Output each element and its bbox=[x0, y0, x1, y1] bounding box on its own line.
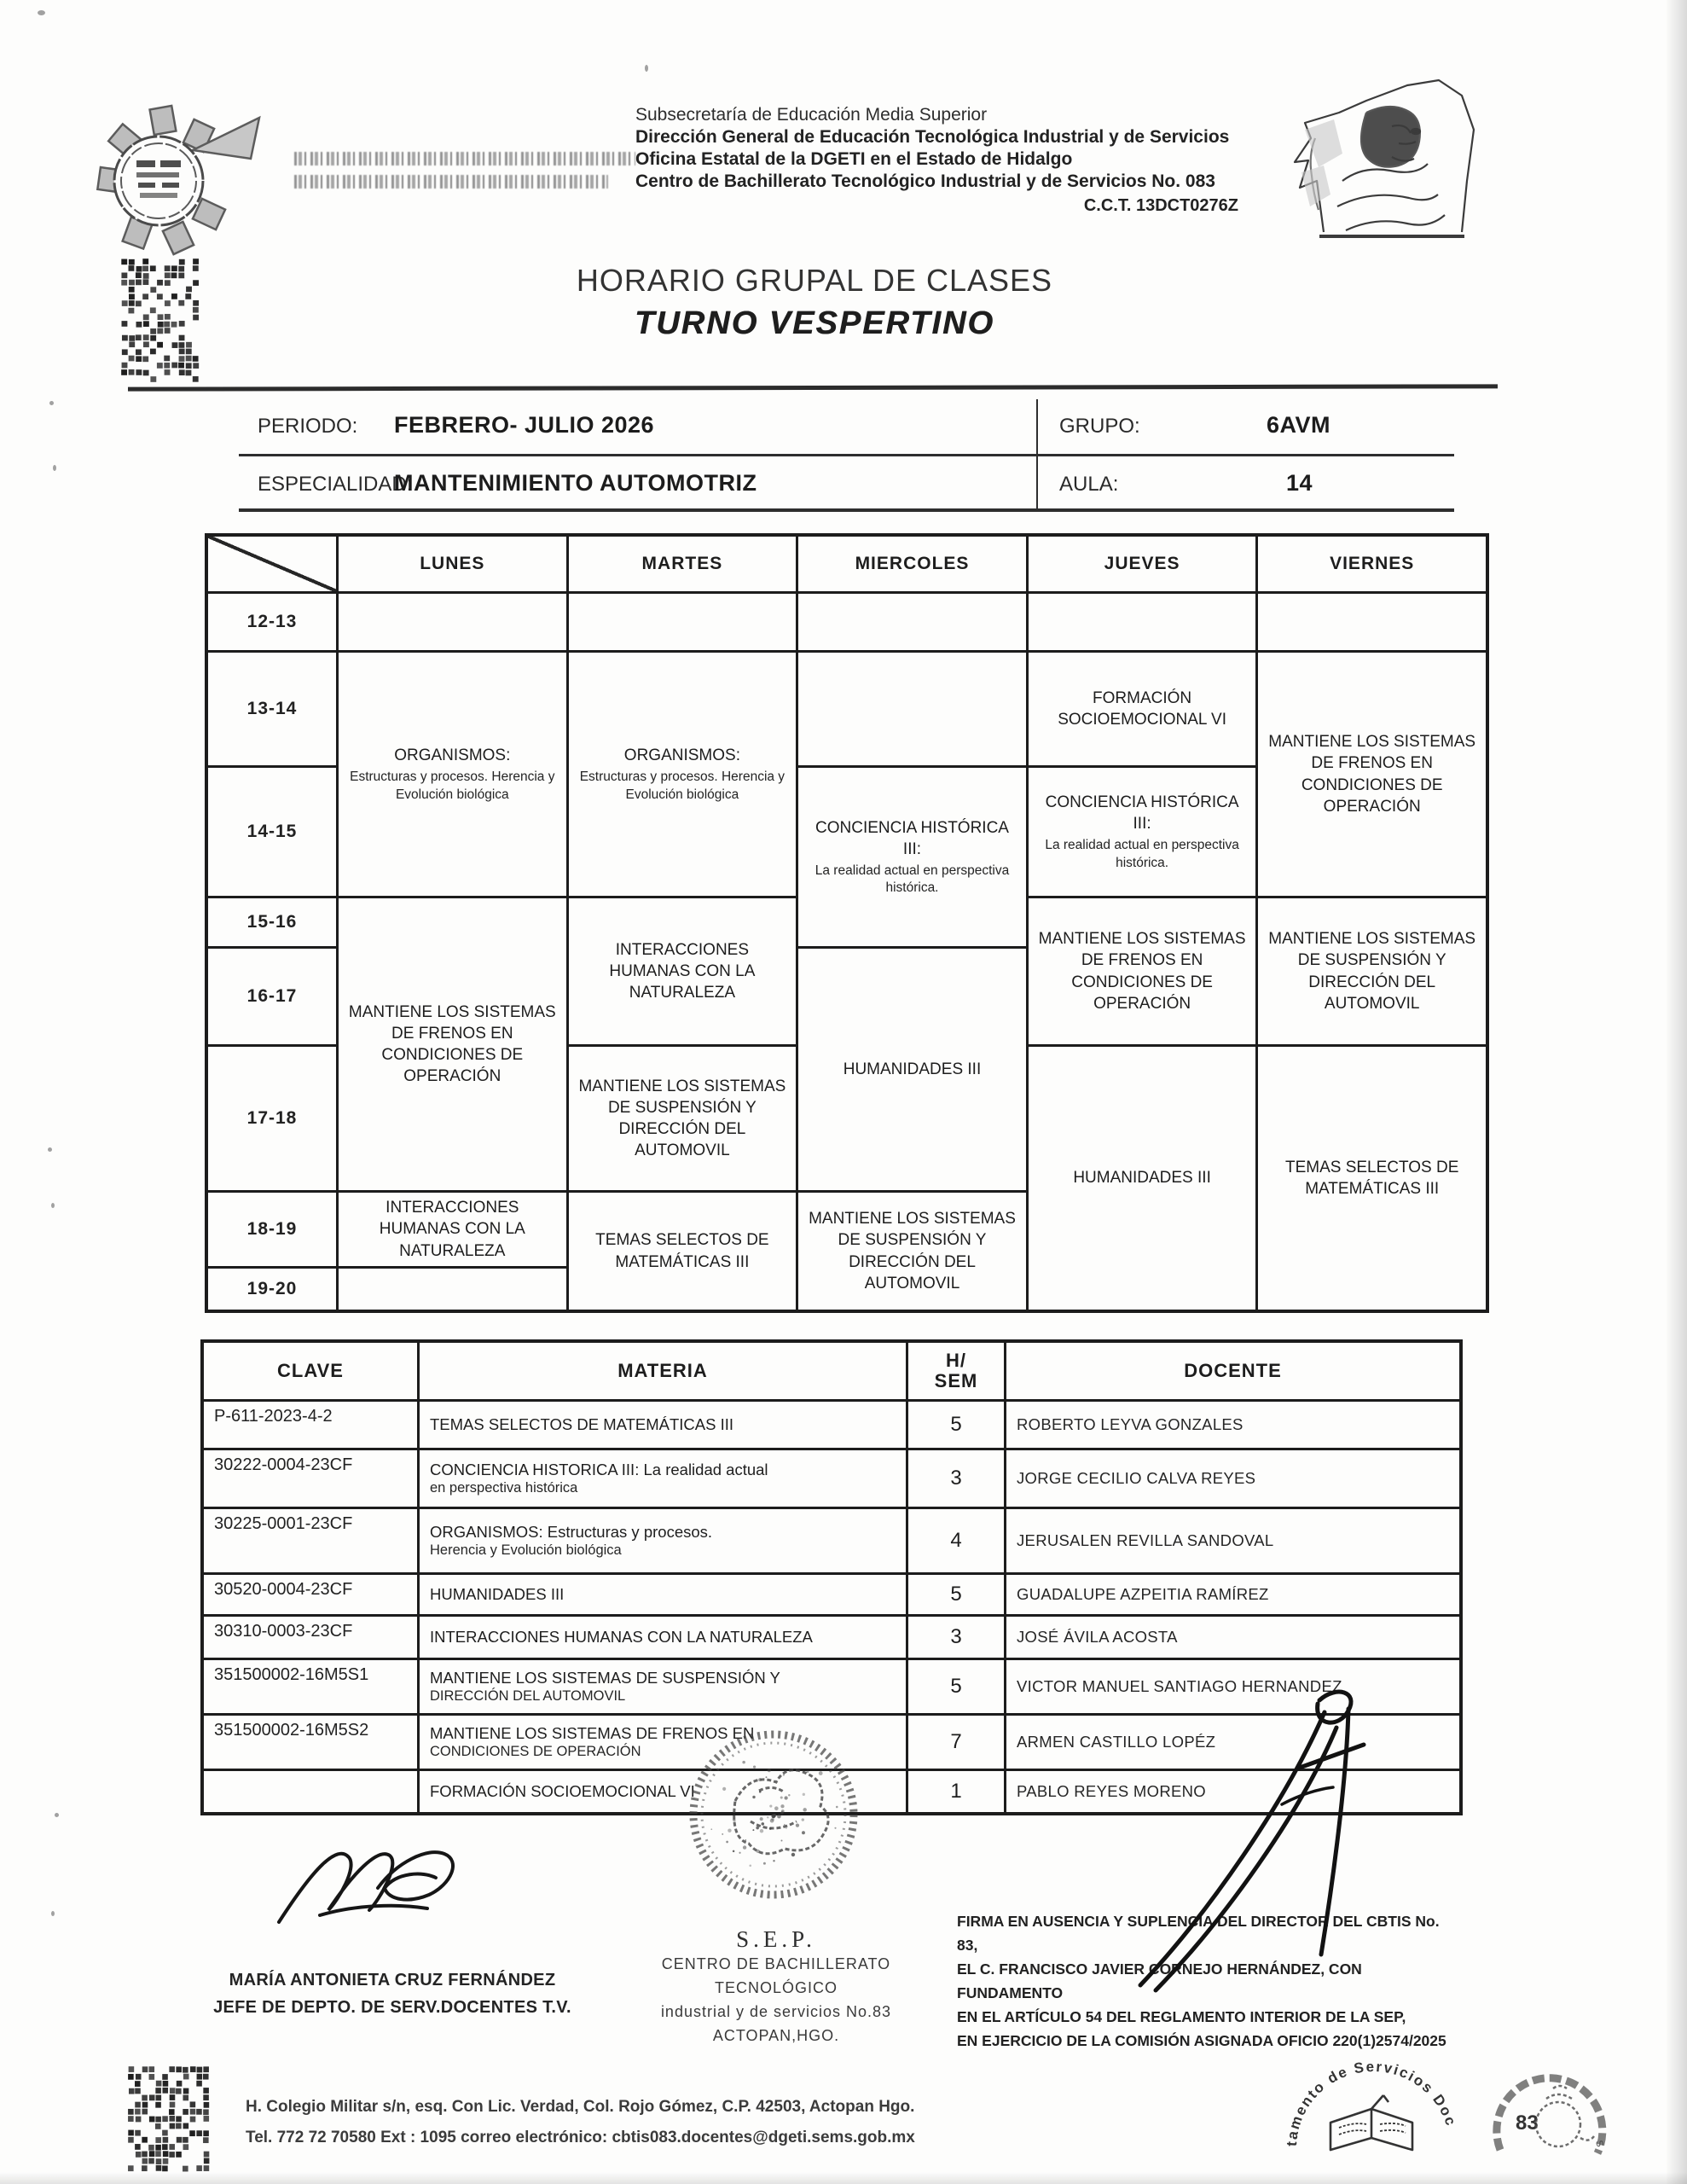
schedule-day-header: MIERCOLES bbox=[798, 537, 1026, 591]
page-subtitle: TURNO VESPERTINO bbox=[635, 305, 994, 341]
subjects-header-clave: CLAVE bbox=[204, 1343, 417, 1399]
subject-hours: 3 bbox=[908, 1617, 1004, 1658]
subject-clave: P-611-2023-4-2 bbox=[204, 1402, 417, 1448]
institution-header bbox=[635, 104, 1254, 217]
subject-docente: VICTOR MANUEL SANTIAGO HERNANDEZ bbox=[1006, 1660, 1459, 1713]
subject-materia: INTERACCIONES HUMANAS CON LA NATURALEZA bbox=[420, 1617, 906, 1658]
firma-line: EN EL ARTÍCULO 54 DEL REGLAMENTO INTERIOR DE LA SEP, bbox=[957, 2008, 1406, 2025]
subject-docente: ARMEN CASTILLO LOPÉZ bbox=[1006, 1716, 1459, 1769]
footer-contact bbox=[246, 2092, 1141, 2153]
footer-address: H. Colegio Militar s/n, esq. Con Lic. Verdad, Col. Rojo Gómez, C.P. 42503, Actopan Hgo. bbox=[246, 2098, 915, 2116]
dgeti-logo-icon bbox=[84, 102, 284, 256]
periodo-value: FEBRERO- JULIO 2026 bbox=[394, 412, 655, 438]
schedule-cell-subject-detail: La realidad actual en perspectiva histórica. bbox=[1045, 838, 1239, 870]
subject-clave: 30520-0004-23CF bbox=[204, 1575, 417, 1614]
schedule-cell-subject: TEMAS SELECTOS DE MATEMÁTICAS III bbox=[1284, 1158, 1459, 1198]
schedule-cell-subject: TEMAS SELECTOS DE MATEMÁTICAS III bbox=[595, 1231, 769, 1271]
direccion-line: Dirección General de Educación Tecnológica Industrial y de Servicios bbox=[635, 127, 1230, 147]
schedule-corner-cell bbox=[208, 537, 336, 591]
signature-left bbox=[269, 1821, 482, 1941]
schedule-grid bbox=[205, 533, 1489, 1313]
subjects-header-hsem: H/ SEM bbox=[908, 1343, 1004, 1399]
subject-clave: 30310-0003-23CF bbox=[204, 1617, 417, 1658]
oficina-line: Oficina Estatal de la DGETI en el Estado de Hidalgo bbox=[635, 149, 1073, 169]
schedule-cell-subject: MANTIENE LOS SISTEMAS DE FRENOS EN CONDICIONES DE OPERACIÓN bbox=[1038, 930, 1246, 1013]
schedule-cell-subject-detail: La realidad actual en perspectiva histórica. bbox=[815, 863, 1010, 896]
firma-line: FIRMA EN AUSENCIA Y SUPLENCIA DEL DIRECTOR DEL CBTIS No. 83, bbox=[957, 1913, 1440, 1954]
periodo-label: PERIODO: bbox=[258, 415, 358, 438]
sep-line: TECNOLÓGICO bbox=[714, 1978, 838, 1996]
schedule-cell bbox=[1258, 1047, 1486, 1310]
subject-hours: 3 bbox=[908, 1450, 1004, 1507]
sep-line: ACTOPAN,HGO. bbox=[712, 2026, 840, 2044]
schedule-cell bbox=[1258, 594, 1486, 650]
schedule-cell bbox=[1258, 898, 1486, 1044]
left-signatory bbox=[145, 1966, 640, 2021]
schedule-cell bbox=[798, 768, 1026, 946]
subject-hours: 1 bbox=[908, 1771, 1004, 1812]
page-title: HORARIO GRUPAL DE CLASES bbox=[576, 263, 1053, 298]
subject-hours: 5 bbox=[908, 1660, 1004, 1713]
schedule-time-cell: 14-15 bbox=[208, 768, 336, 896]
schedule-cell bbox=[1029, 1047, 1256, 1310]
dgeti-logo-illegible-text bbox=[294, 152, 635, 198]
aula-label: AULA: bbox=[1059, 473, 1119, 496]
schedule-day-header: JUEVES bbox=[1029, 537, 1256, 591]
schedule-cell-subject: ORGANISMOS: bbox=[394, 746, 511, 765]
subject-docente: JORGE CECILIO CALVA REYES bbox=[1006, 1450, 1459, 1507]
schedule-cell-subject: MANTIENE LOS SISTEMAS DE FRENOS EN CONDICIONES DE OPERACIÓN bbox=[348, 1002, 556, 1086]
schedule-cell-subject-detail: Estructuras y procesos. Herencia y Evolución biológica bbox=[579, 770, 786, 802]
grupo-label: GRUPO: bbox=[1059, 415, 1140, 438]
schedule-cell bbox=[339, 594, 566, 650]
subject-clave bbox=[204, 1771, 417, 1812]
subject-hours: 5 bbox=[908, 1402, 1004, 1448]
subject-materia: MANTIENE LOS SISTEMAS DE SUSPENSIÓN Y DIRECCIÓN DEL AUTOMOVIL bbox=[420, 1660, 906, 1713]
info-divider-vertical bbox=[1036, 399, 1038, 508]
sep-seal-stamp bbox=[674, 1719, 874, 1920]
schedule-cell bbox=[569, 1193, 797, 1310]
schedule-day-header: MARTES bbox=[569, 537, 797, 591]
schedule-cell-subject: CONCIENCIA HISTÓRICA III: bbox=[815, 818, 1009, 858]
schedule-cell bbox=[1029, 768, 1256, 896]
schedule-time-cell: 12-13 bbox=[208, 594, 336, 650]
svg-text:s: s bbox=[1592, 2138, 1609, 2149]
seal-speckles bbox=[710, 1761, 838, 1867]
subjects-header-materia: MATERIA bbox=[420, 1343, 906, 1399]
subject-docente: PABLO REYES MORENO bbox=[1006, 1771, 1459, 1812]
left-signatory-role: JEFE DE DEPTO. DE SERV.DOCENTES T.V. bbox=[213, 1998, 571, 2017]
subject-materia: MANTIENE LOS SISTEMAS DE FRENOS EN CONDICIONES DE OPERACIÓN bbox=[420, 1716, 906, 1769]
subject-materia: ORGANISMOS: Estructuras y procesos. Herencia y Evolución biológica bbox=[420, 1509, 906, 1572]
title-divider bbox=[128, 384, 1498, 391]
schedule-cell bbox=[339, 653, 566, 896]
schedule-time-cell: 17-18 bbox=[208, 1047, 336, 1190]
subject-docente: GUADALUPE AZPEITIA RAMÍREZ bbox=[1006, 1575, 1459, 1614]
schedule-time-cell: 13-14 bbox=[208, 653, 336, 765]
sep-line: industrial y de servicios No.83 bbox=[660, 2002, 892, 2020]
schedule-cell-subject: MANTIENE LOS SISTEMAS DE SUSPENSIÓN Y DIRECCIÓN DEL AUTOMOVIL bbox=[809, 1210, 1016, 1292]
schedule-cell-subject: INTERACCIONES HUMANAS CON LA NATURALEZA bbox=[609, 940, 756, 1002]
aula-value: 14 bbox=[1286, 470, 1313, 496]
subject-hours: 4 bbox=[908, 1509, 1004, 1572]
servicios-docentes-stamp bbox=[1272, 2039, 1473, 2180]
subject-hours: 7 bbox=[908, 1716, 1004, 1769]
subject-docente: JERUSALEN REVILLA SANDOVAL bbox=[1006, 1509, 1459, 1572]
schedule-time-cell: 15-16 bbox=[208, 898, 336, 946]
schedule-cell-subject: FORMACIÓN SOCIOEMOCIONAL VI bbox=[1058, 688, 1226, 729]
footer-qr-code bbox=[128, 2066, 210, 2172]
subject-clave: 351500002-16M5S2 bbox=[204, 1716, 417, 1769]
schedule-cell bbox=[339, 1193, 566, 1266]
subject-hours: 5 bbox=[908, 1575, 1004, 1614]
subject-materia: HUMANIDADES III bbox=[420, 1575, 906, 1614]
schedule-cell-subject: MANTIENE LOS SISTEMAS DE SUSPENSIÓN Y DIRECCIÓN DEL AUTOMOVIL bbox=[1268, 930, 1476, 1013]
subject-materia: FORMACIÓN SOCIOEMOCIONAL VI bbox=[420, 1771, 906, 1812]
schedule-cell-subject: ORGANISMOS: bbox=[623, 746, 740, 765]
subsecretaria-line: Subsecretaría de Educación Media Superior bbox=[635, 105, 988, 125]
stamp-83-number: 83 bbox=[1516, 2111, 1539, 2135]
schedule-day-header: LUNES bbox=[339, 537, 566, 591]
schedule-cell-subject: CONCIENCIA HISTÓRICA III: bbox=[1045, 793, 1239, 834]
schedule-cell bbox=[569, 1047, 797, 1190]
schedule-cell bbox=[569, 594, 797, 650]
left-signatory-name: MARÍA ANTONIETA CRUZ FERNÁNDEZ bbox=[229, 1971, 556, 1989]
schedule-cell bbox=[569, 653, 797, 896]
schedule-cell bbox=[1029, 594, 1256, 650]
firma-line: EN EJERCICIO DE LA COMISIÓN ASIGNADA OFICIO 220(1)2574/2025 bbox=[957, 2032, 1446, 2049]
schedule-cell bbox=[798, 594, 1026, 650]
title-stamp-qr bbox=[121, 258, 200, 383]
schedule-cell bbox=[1029, 898, 1256, 1044]
especialidad-value: MANTENIMIENTO AUTOMOTRIZ bbox=[394, 470, 757, 496]
schedule-cell-subject: INTERACCIONES HUMANAS CON LA NATURALEZA bbox=[379, 1199, 525, 1260]
emblem-figure-icon bbox=[1264, 78, 1545, 253]
schedule-cell bbox=[798, 653, 1026, 765]
stamp-arc-text: tamento de Servicios Doc bbox=[1283, 2058, 1460, 2147]
especialidad-label: ESPECIALIDAD: bbox=[258, 473, 413, 496]
centro-line: Centro de Bachillerato Tecnológico Industrial y de Servicios No. 083 bbox=[635, 171, 1215, 191]
schedule-cell-subject: HUMANIDADES III bbox=[1073, 1169, 1211, 1188]
subject-materia: TEMAS SELECTOS DE MATEMÁTICAS III bbox=[420, 1402, 906, 1448]
sep-line: CENTRO DE BACHILLERATO bbox=[661, 1955, 891, 1972]
firma-line: EL C. FRANCISCO JAVIER CORNEJO HERNÁNDEZ, CON FUNDAMENTO bbox=[957, 1960, 1362, 2001]
sep-title: S.E.P. bbox=[736, 1926, 816, 1952]
subject-clave: 351500002-16M5S1 bbox=[204, 1660, 417, 1713]
schedule-cell bbox=[569, 898, 797, 1044]
schedule-time-cell: 19-20 bbox=[208, 1269, 336, 1310]
schedule-cell bbox=[339, 898, 566, 1190]
schedule-cell-subject: HUMANIDADES III bbox=[843, 1060, 982, 1078]
schedule-cell bbox=[798, 1193, 1026, 1310]
signature-right bbox=[1104, 1659, 1399, 2001]
schedule-cell bbox=[798, 949, 1026, 1190]
schedule-day-header: VIERNES bbox=[1258, 537, 1486, 591]
schedule-time-cell: 18-19 bbox=[208, 1193, 336, 1266]
sep-seal-text bbox=[644, 1926, 908, 2048]
schedule-cell bbox=[339, 1269, 566, 1310]
subject-docente: JOSÉ ÁVILA ACOSTA bbox=[1006, 1617, 1459, 1658]
scan-artifact-right bbox=[1667, 0, 1687, 2184]
schedule-cell-subject: MANTIENE LOS SISTEMAS DE SUSPENSIÓN Y DIRECCIÓN DEL AUTOMOVIL bbox=[578, 1077, 786, 1160]
info-table bbox=[239, 399, 1454, 512]
schedule-cell-subject: MANTIENE LOS SISTEMAS DE FRENOS EN CONDICIONES DE OPERACIÓN bbox=[1268, 733, 1476, 816]
subject-materia: CONCIENCIA HISTORICA III: La realidad actual en perspectiva histórica bbox=[420, 1450, 906, 1507]
title-block bbox=[205, 263, 1424, 342]
cct-code: C.C.T. 13DCT0276Z bbox=[1083, 196, 1238, 215]
subject-clave: 30225-0001-23CF bbox=[204, 1509, 417, 1572]
info-divider-horizontal bbox=[239, 454, 1454, 456]
grupo-value: 6AVM bbox=[1267, 412, 1331, 438]
footer-phone-email: Tel. 772 72 70580 Ext : 1095 correo electrónico: cbtis083.docentes@dgeti.sems.gob.mx bbox=[246, 2129, 915, 2147]
subject-clave: 30222-0004-23CF bbox=[204, 1450, 417, 1507]
schedule-cell-subject-detail: Estructuras y procesos. Herencia y Evolución biológica bbox=[350, 770, 555, 802]
schedule-cell bbox=[1029, 653, 1256, 765]
schedule-cell bbox=[1258, 653, 1486, 896]
schedule-time-cell: 16-17 bbox=[208, 949, 336, 1044]
subjects-header-docente: DOCENTE bbox=[1006, 1343, 1459, 1399]
subject-docente: ROBERTO LEYVA GONZALES bbox=[1006, 1402, 1459, 1448]
school-83-stamp bbox=[1471, 2046, 1633, 2182]
